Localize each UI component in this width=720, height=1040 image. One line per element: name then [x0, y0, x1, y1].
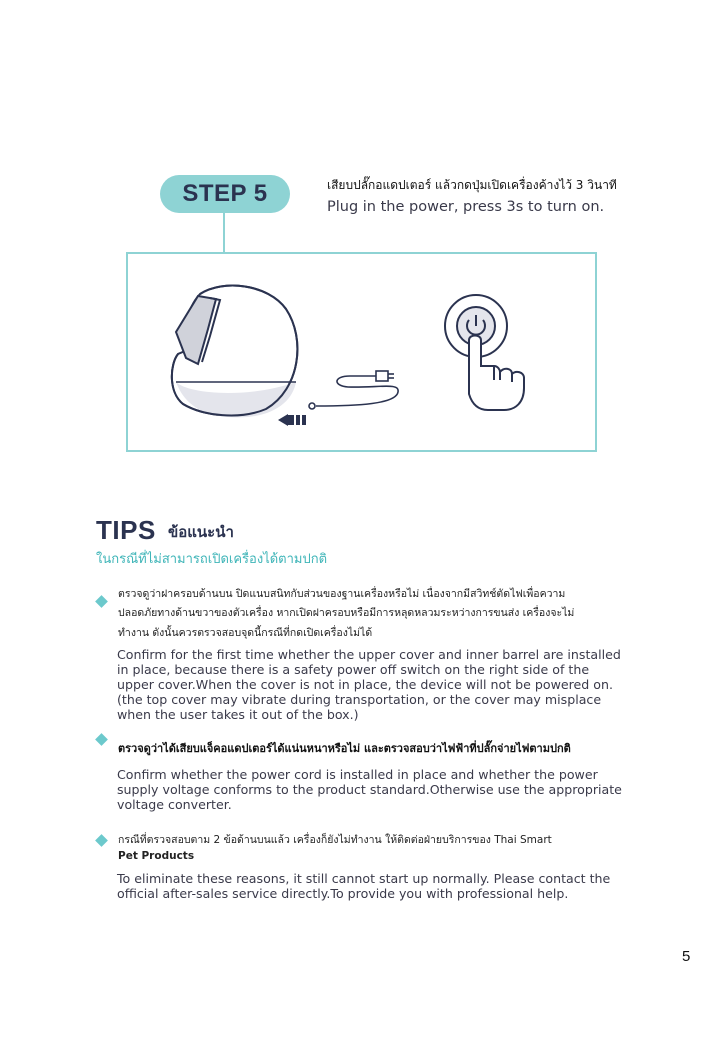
- power-cable-icon: [309, 371, 398, 409]
- bullet-diamond-icon: [95, 733, 108, 746]
- tip-2-english-line-2: supply voltage conforms to the product standard.Otherwise use the appropriate: [117, 782, 622, 797]
- illustration-svg: [128, 254, 599, 454]
- tip-3-english-line-1: To eliminate these reasons, it still cannot start up normally. Please contact the: [117, 871, 611, 886]
- bullet-diamond-icon: [95, 595, 108, 608]
- tips-title: TIPS: [96, 515, 156, 545]
- tip-3-thai-line-2: Pet Products: [118, 850, 195, 862]
- tip-1-english-line-4: (the top cover may vibrate during transportation, or the cover may misplace: [117, 692, 602, 707]
- step-english-instruction: Plug in the power, press 3s to turn on.: [327, 199, 605, 215]
- step-badge: STEP 5: [160, 175, 290, 213]
- bullet-diamond-icon: [95, 834, 108, 847]
- tip-2-english-line-1: Confirm whether the power cord is installed in place and whether the power: [117, 767, 598, 782]
- page-number: 5: [682, 948, 691, 965]
- tip-1-english-line-5: when the user takes it out of the box.): [117, 707, 359, 722]
- arrow-icon: [278, 414, 306, 426]
- tip-2-english-line-3: voltage converter.: [117, 797, 232, 812]
- tip-3-english-line-2: official after-sales service directly.To provide you with professional help.: [117, 886, 569, 901]
- step-connector-line: [223, 213, 225, 253]
- tips-subtitle: ในกรณีที่ไม่สามารถเปิดเครื่องได้ตามปกติ: [96, 552, 328, 567]
- tip-1-thai-line-1: ตรวจดูว่าฝาครอบด้านบน ปิดแนบสนิทกับส่วนของฐานเครื่องหรือไม่ เนื่องจากมีสวิทช์ตัดไฟเพื่อความ: [118, 588, 566, 600]
- feeder-icon: [172, 286, 298, 418]
- step-thai-instruction: เสียบปลั๊กอแดปเตอร์ แล้วกดปุ่มเปิดเครื่องค้างไว้ 3 วินาที: [327, 178, 617, 192]
- tip-3-thai-line-1: กรณีที่ตรวจสอบตาม 2 ข้อด้านบนแล้ว เครื่องก็ยังไม่ทำงาน ให้ติดต่อฝ่ายบริการของ Thai Smart: [118, 834, 552, 846]
- tip-1-thai-line-2: ปลอดภัยทางด้านขวาของตัวเครื่อง หากเปิดฝาครอบหรือมีการหลุดหลวมระหว่างการขนส่ง เครื่องจะไม่: [118, 607, 575, 619]
- tip-1-english-line-1: Confirm for the first time whether the upper cover and inner barrel are installed: [117, 647, 621, 662]
- illustration-box: [126, 252, 597, 452]
- tips-thai-title: ข้อแนะนำ: [168, 523, 234, 541]
- tip-1-thai-line-3: ทำงาน ดังนั้นควรตรวจสอบจุดนี้กรณีที่กดเปิดเครื่องไม่ได้: [118, 627, 373, 639]
- tip-1-english-line-2: in place, because there is a safety power off switch on the right side of the: [117, 662, 590, 677]
- tip-2-thai-line-1: ตรวจดูว่าได้เสียบแจ็คอแดปเตอร์ได้แน่นหนาหรือไม่ และตรวจสอบว่าไฟฟ้าที่ปลั๊กจ่ายไฟตามปกติ: [118, 742, 571, 755]
- tip-1-english-line-3: upper cover.When the cover is not in place, the device will not be powered on.: [117, 677, 613, 692]
